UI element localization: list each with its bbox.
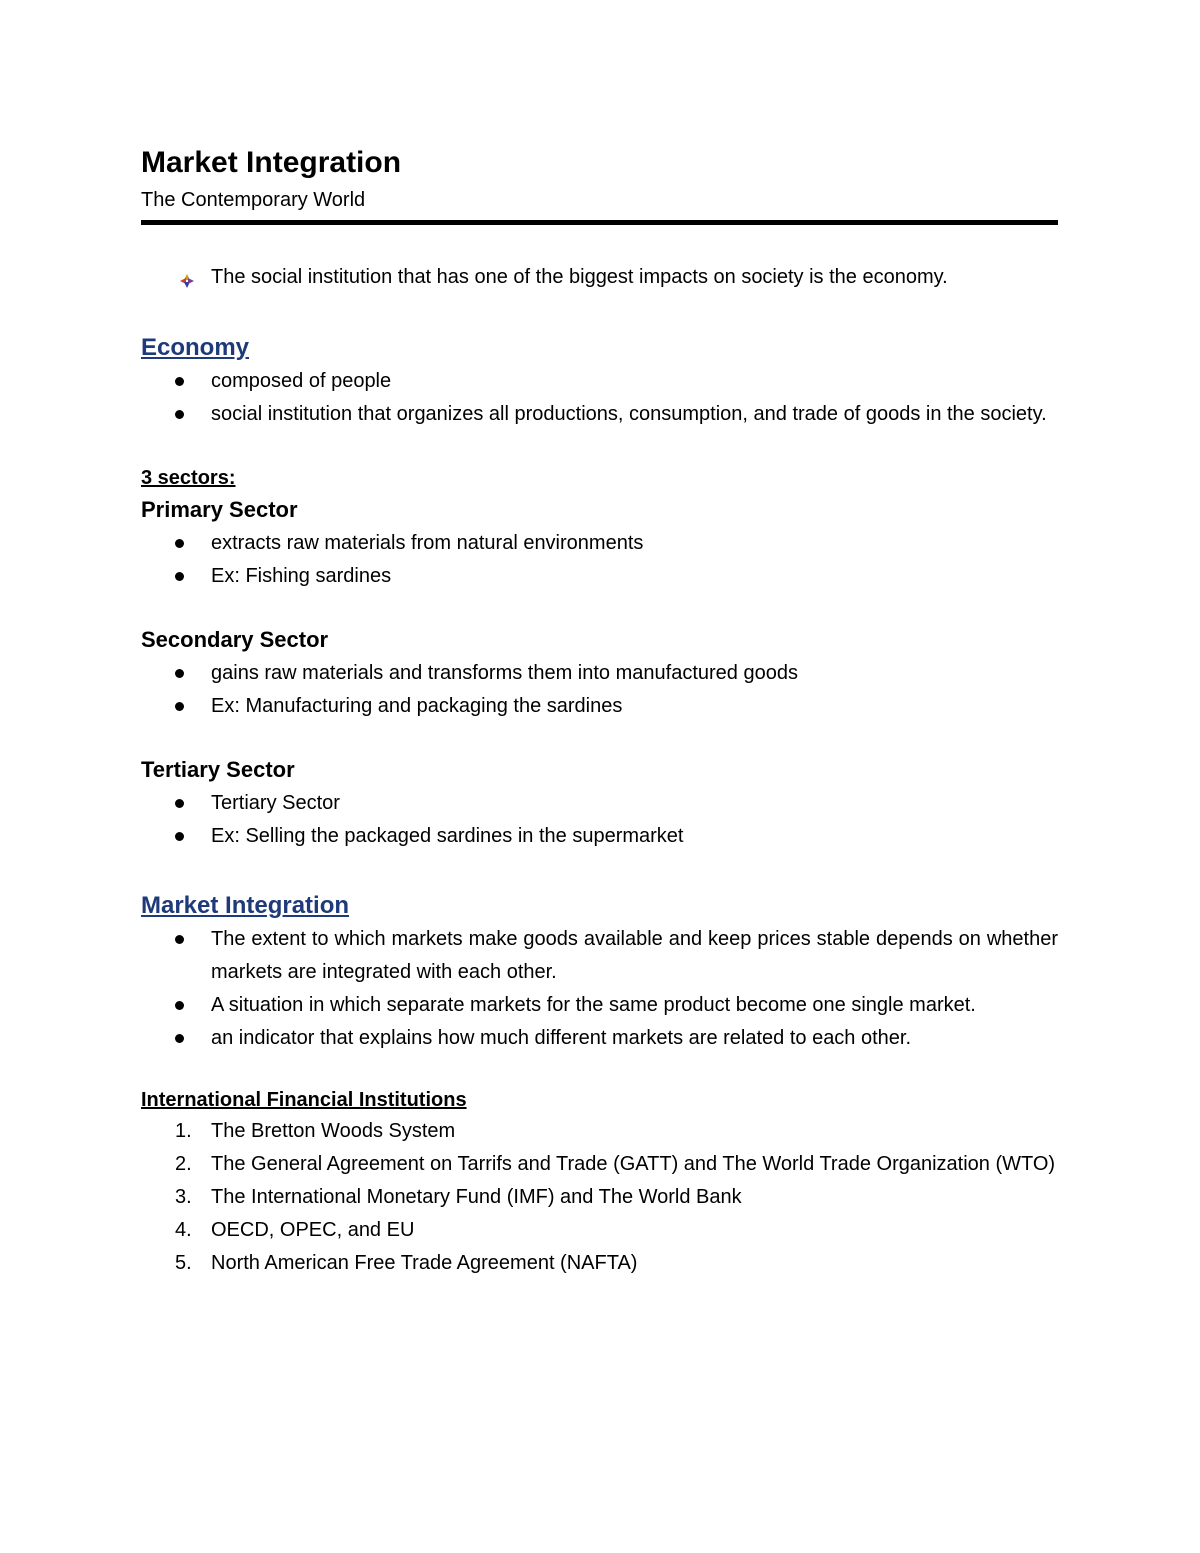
- list-item-text: The International Monetary Fund (IMF) and The World Bank: [211, 1186, 742, 1208]
- list-item: gains raw materials and transforms them into manufactured goods: [141, 657, 1058, 690]
- document-title: Market Integration: [141, 146, 402, 179]
- arrow-bullet-icon: [179, 269, 195, 285]
- list-item: [141, 1148, 1058, 1181]
- document-subtitle: The Contemporary World: [141, 189, 366, 211]
- document-page: [141, 140, 1058, 1280]
- intro-statement: [141, 263, 1058, 291]
- list-number: 2.: [175, 1153, 192, 1175]
- market-integration-list: [141, 923, 1058, 1055]
- ifi-list: [141, 1115, 1058, 1280]
- list-number: 1.: [175, 1120, 192, 1142]
- list-number: 4.: [175, 1219, 192, 1241]
- list-item: Tertiary Sector: [141, 787, 1058, 820]
- list-item-text: The General Agreement on Tarrifs and Trade (GATT) and The World Trade Organization (WTO): [211, 1153, 1056, 1175]
- title-divider: [141, 220, 1058, 225]
- intro-text: The social institution that has one of the biggest impacts on society is the economy.: [211, 266, 948, 288]
- list-item: [141, 1115, 1058, 1148]
- list-item: Ex: Selling the packaged sardines in the supermarket: [141, 820, 1058, 853]
- primary-sector-list: [141, 527, 1058, 593]
- market-integration-heading: Market Integration: [141, 892, 350, 919]
- list-item-text: North American Free Trade Agreement (NAFTA): [211, 1252, 638, 1274]
- list-number: 5.: [175, 1252, 192, 1274]
- list-item: composed of people: [141, 365, 1058, 398]
- economy-list: [141, 365, 1058, 431]
- tertiary-sector-heading: Tertiary Sector: [141, 757, 295, 782]
- list-item: [141, 1181, 1058, 1214]
- list-item: The extent to which markets make goods available and keep prices stable depends on whether markets are integrated with each other.: [141, 923, 1058, 989]
- list-item: an indicator that explains how much different markets are related to each other.: [141, 1022, 1058, 1055]
- tertiary-sector-list: [141, 787, 1058, 853]
- sectors-label: 3 sectors:: [141, 467, 236, 489]
- economy-heading: Economy: [141, 334, 250, 361]
- list-item-text: The Bretton Woods System: [211, 1120, 456, 1142]
- list-item: A situation in which separate markets for the same product become one single market.: [141, 989, 1058, 1022]
- list-item: [141, 1247, 1058, 1280]
- list-item: extracts raw materials from natural environments: [141, 527, 1058, 560]
- secondary-sector-list: [141, 657, 1058, 723]
- primary-sector-heading: Primary Sector: [141, 497, 298, 522]
- ifi-heading: International Financial Institutions: [141, 1089, 467, 1111]
- list-number: 3.: [175, 1186, 192, 1208]
- list-item: Ex: Manufacturing and packaging the sardines: [141, 690, 1058, 723]
- secondary-sector-heading: Secondary Sector: [141, 627, 329, 652]
- list-item: Ex: Fishing sardines: [141, 560, 1058, 593]
- list-item-text: OECD, OPEC, and EU: [211, 1219, 415, 1241]
- list-item: social institution that organizes all productions, consumption, and trade of goods in the society.: [141, 398, 1058, 431]
- list-item: [141, 1214, 1058, 1247]
